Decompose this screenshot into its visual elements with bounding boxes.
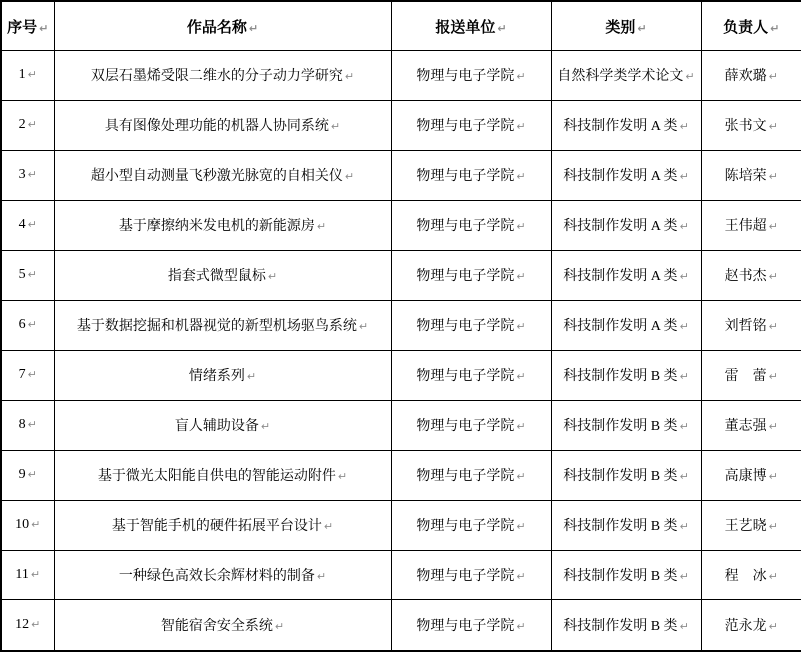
paragraph-mark-icon: ↵ [27,68,37,82]
submit-unit: 物理与电子学院 [416,69,515,85]
paragraph-mark-icon: ↵ [679,170,689,184]
row-index: 5 [18,267,26,283]
header-category-label: 类别 [605,19,636,36]
cell-leader [701,550,801,600]
leader-name: 王伟超 [724,219,767,235]
cell-title [54,250,391,300]
leader-name: 雷 蕾 [724,369,767,385]
paragraph-mark-icon: ↵ [267,270,278,284]
paragraph-mark-icon: ↵ [679,520,689,534]
paragraph-mark-icon: ↵ [516,520,526,534]
header-title-label: 作品名称 [186,19,247,36]
paragraph-mark-icon: ↵ [27,118,37,132]
paragraph-mark-icon: ↵ [274,620,285,634]
leader-name: 高康博 [724,469,767,485]
row-index: 9 [18,467,26,483]
category: 科技制作发明 A 类 [563,319,678,335]
row-index: 3 [18,167,26,183]
work-title: 具有图像处理功能的机器人协同系统 [104,119,329,135]
cell-category [551,150,701,200]
cell-leader [701,600,801,651]
paragraph-mark-icon: ↵ [768,570,778,583]
submit-unit: 物理与电子学院 [416,469,515,485]
table-row [1,400,801,450]
row-index: 8 [18,417,26,433]
category: 科技制作发明 B 类 [563,569,678,584]
row-index: 7 [18,367,26,383]
cell-unit [391,500,551,550]
cell-leader [701,200,801,250]
paragraph-mark-icon: ↵ [679,570,689,583]
cell-unit [391,100,551,150]
paragraph-mark-icon: ↵ [679,470,689,484]
paragraph-mark-icon: ↵ [497,21,507,35]
paragraph-mark-icon: ↵ [27,368,37,382]
leader-name: 范永龙 [724,619,767,635]
cell-category [551,500,701,550]
leader-name: 程 冰 [724,569,767,584]
cell-unit [391,450,551,500]
submit-unit: 物理与电子学院 [416,269,515,285]
paragraph-mark-icon: ↵ [27,218,37,232]
paragraph-mark-icon: ↵ [516,220,526,234]
paragraph-mark-icon: ↵ [770,21,780,35]
paragraph-mark-icon: ↵ [27,468,37,482]
cell-category [551,300,701,350]
leader-name: 董志强 [724,419,767,435]
table-row [1,250,801,300]
cell-category [551,200,701,250]
category: 科技制作发明 B 类 [563,469,678,485]
cell-title [54,350,391,400]
cell-title [54,550,391,600]
work-title: 基于数据挖掘和机器视觉的新型机场驱鸟系统 [76,319,357,335]
paragraph-mark-icon: ↵ [679,620,689,634]
paragraph-mark-icon: ↵ [768,270,778,284]
row-index: 12 [15,617,30,633]
paragraph-mark-icon: ↵ [516,270,526,284]
paragraph-mark-icon: ↵ [260,420,271,434]
category: 科技制作发明 A 类 [563,169,678,185]
cell-category [551,400,701,450]
paragraph-mark-icon: ↵ [679,270,689,284]
cell-leader [701,250,801,300]
cell-index [1,200,54,250]
paragraph-mark-icon: ↵ [768,220,778,234]
category: 科技制作发明 A 类 [563,269,678,285]
header-leader [701,1,801,51]
cell-leader [701,450,801,500]
table-body [1,51,801,652]
submit-unit: 物理与电子学院 [416,319,515,335]
row-index: 10 [15,517,30,533]
paragraph-mark-icon: ↵ [516,420,526,434]
header-title [54,1,391,51]
cell-unit [391,400,551,450]
paragraph-mark-icon: ↵ [316,220,327,234]
cell-title [54,51,391,101]
work-title: 基于智能手机的硬件拓展平台设计 [111,519,322,535]
category: 自然科学类学术论文 [557,69,684,85]
cell-title [54,200,391,250]
paragraph-mark-icon: ↵ [516,170,526,184]
paragraph-mark-icon: ↵ [679,220,689,234]
cell-category [551,450,701,500]
cell-index [1,300,54,350]
paragraph-mark-icon: ↵ [39,21,49,35]
paragraph-mark-icon: ↵ [685,70,695,84]
work-title: 智能宿舍安全系统 [160,619,273,635]
category: 科技制作发明 A 类 [563,219,678,235]
work-title: 指套式微型鼠标 [167,269,266,285]
cell-index [1,500,54,550]
cell-leader [701,350,801,400]
cell-index [1,250,54,300]
cell-category [551,600,701,651]
submit-unit: 物理与电子学院 [416,569,515,584]
paragraph-mark-icon: ↵ [516,470,526,484]
cell-leader [701,150,801,200]
header-unit-label: 报送单位 [435,19,496,36]
table-row [1,450,801,500]
cell-category [551,350,701,400]
cell-unit [391,600,551,651]
submit-unit: 物理与电子学院 [416,619,515,635]
paragraph-mark-icon: ↵ [30,568,41,581]
paragraph-mark-icon: ↵ [248,21,259,35]
cell-index [1,350,54,400]
paragraph-mark-icon: ↵ [768,620,778,634]
cell-leader [701,500,801,550]
paragraph-mark-icon: ↵ [31,618,41,632]
submit-unit: 物理与电子学院 [416,369,515,385]
category: 科技制作发明 B 类 [563,619,678,635]
paragraph-mark-icon: ↵ [768,520,778,534]
cell-category [551,100,701,150]
table-row [1,300,801,350]
table-row [1,550,801,600]
cell-index [1,400,54,450]
cell-unit [391,51,551,101]
submit-unit: 物理与电子学院 [416,119,515,135]
header-unit [391,1,551,51]
cell-title [54,300,391,350]
paragraph-mark-icon: ↵ [768,470,778,484]
cell-title [54,150,391,200]
paragraph-mark-icon: ↵ [516,120,526,134]
row-index: 4 [18,217,26,233]
header-index-label: 序号 [7,19,38,36]
cell-title [54,450,391,500]
leader-name: 赵书杰 [724,269,767,285]
paragraph-mark-icon: ↵ [679,120,689,134]
paragraph-mark-icon: ↵ [246,370,257,384]
table-row [1,350,801,400]
row-index: 2 [18,117,26,133]
cell-category [551,550,701,600]
header-leader-label: 负责人 [723,19,769,36]
table-row [1,200,801,250]
work-title: 盲人辅助设备 [174,419,259,435]
leader-name: 薛欢璐 [724,69,767,85]
cell-index [1,550,54,600]
category: 科技制作发明 B 类 [563,519,678,535]
paragraph-mark-icon: ↵ [27,418,37,432]
paragraph-mark-icon: ↵ [679,420,689,434]
row-index: 1 [18,67,26,83]
cell-index [1,51,54,101]
cell-leader [701,400,801,450]
header-category [551,1,701,51]
cell-index [1,100,54,150]
row-index: 11 [15,567,29,582]
leader-name: 陈培荣 [724,169,767,185]
work-title: 超小型自动测量飞秒激光脉宽的自相关仪 [90,169,343,185]
cell-unit [391,300,551,350]
cell-unit [391,250,551,300]
cell-unit [391,200,551,250]
paragraph-mark-icon: ↵ [516,320,526,334]
paragraph-mark-icon: ↵ [337,470,348,484]
paragraph-mark-icon: ↵ [516,70,526,84]
paragraph-mark-icon: ↵ [768,420,778,434]
paragraph-mark-icon: ↵ [344,70,355,84]
leader-name: 刘哲铭 [724,319,767,335]
cell-index [1,450,54,500]
paragraph-mark-icon: ↵ [679,320,689,334]
cell-unit [391,150,551,200]
submit-unit: 物理与电子学院 [416,419,515,435]
cell-index [1,600,54,651]
submit-unit: 物理与电子学院 [416,519,515,535]
table-row [1,100,801,150]
header-row [1,1,801,51]
cell-leader [701,51,801,101]
paragraph-mark-icon: ↵ [358,320,369,334]
paragraph-mark-icon: ↵ [27,268,37,282]
paragraph-mark-icon: ↵ [27,168,37,182]
cell-category [551,250,701,300]
table-row [1,51,801,101]
cell-title [54,100,391,150]
work-title: 基于摩擦纳米发电机的新能源房 [118,219,315,235]
paragraph-mark-icon: ↵ [768,170,778,184]
paragraph-mark-icon: ↵ [330,120,341,134]
cell-index [1,150,54,200]
paragraph-mark-icon: ↵ [768,70,778,84]
category: 科技制作发明 B 类 [563,369,678,385]
paragraph-mark-icon: ↵ [516,620,526,634]
paragraph-mark-icon: ↵ [344,170,355,184]
cell-title [54,500,391,550]
paragraph-mark-icon: ↵ [768,370,778,384]
leader-name: 张书文 [724,119,767,135]
row-index: 6 [18,317,26,333]
header-index [1,1,54,51]
paragraph-mark-icon: ↵ [516,570,526,583]
work-title: 情绪系列 [188,369,245,385]
paragraph-mark-icon: ↵ [27,318,37,332]
cell-title [54,600,391,651]
paragraph-mark-icon: ↵ [316,570,327,583]
paragraph-mark-icon: ↵ [323,520,334,534]
cell-leader [701,100,801,150]
submit-unit: 物理与电子学院 [416,219,515,235]
table-row [1,500,801,550]
work-title: 基于微光太阳能自供电的智能运动附件 [97,469,336,485]
category: 科技制作发明 B 类 [563,419,678,435]
submit-unit: 物理与电子学院 [416,169,515,185]
table-row [1,600,801,651]
cell-unit [391,550,551,600]
paragraph-mark-icon: ↵ [516,370,526,384]
work-title: 一种绿色高效长余辉材料的制备 [118,569,315,584]
paragraph-mark-icon: ↵ [679,370,689,384]
paragraph-mark-icon: ↵ [637,21,647,35]
paragraph-mark-icon: ↵ [768,120,778,134]
paragraph-mark-icon: ↵ [768,320,778,334]
leader-name: 王艺晓 [724,519,767,535]
paragraph-mark-icon: ↵ [31,518,41,532]
category: 科技制作发明 A 类 [563,119,678,135]
cell-leader [701,300,801,350]
cell-unit [391,350,551,400]
cell-title [54,400,391,450]
cell-category [551,51,701,101]
table-row [1,150,801,200]
work-title: 双层石墨烯受限二维水的分子动力学研究 [90,69,343,85]
